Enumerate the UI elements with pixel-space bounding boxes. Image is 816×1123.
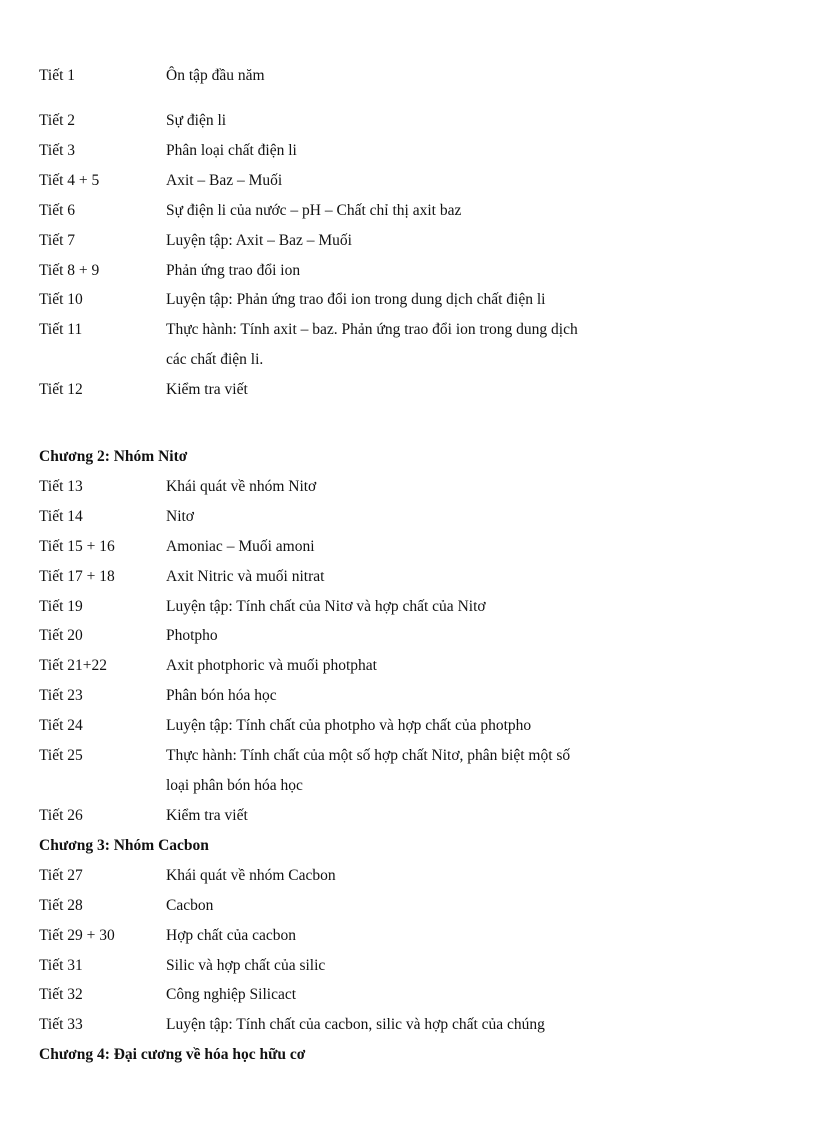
lesson-number: Tiết 7 <box>39 232 76 249</box>
lesson-number: Tiết 27 <box>39 867 83 884</box>
lesson-number: Tiết 11 <box>39 321 83 338</box>
lesson-number: Tiết 4 + 5 <box>39 172 100 189</box>
lesson-number: Tiết 32 <box>39 986 83 1003</box>
lesson-title: Ôn tập đầu năm <box>166 67 265 84</box>
lesson-title: Thực hành: Tính chất của một số hợp chất Nitơ, phân biệt một số <box>166 747 571 764</box>
lesson-title: Axit Nitric và muối nitrat <box>166 568 325 585</box>
lesson-title: Phân bón hóa học <box>166 687 277 704</box>
lesson-title: Luyện tập: Tính chất của Nitơ và hợp chất của Nitơ <box>166 598 486 615</box>
lesson-title: Silic và hợp chất của silic <box>166 957 326 974</box>
lesson-title: Sự điện li <box>166 112 227 129</box>
chapter-heading: Chương 3: Nhóm Cacbon <box>39 837 209 854</box>
lesson-title: Thực hành: Tính axit – baz. Phản ứng trao đổi ion trong dung dịch <box>166 321 578 338</box>
lesson-number: Tiết 3 <box>39 142 76 159</box>
lesson-number: Tiết 17 + 18 <box>39 568 115 585</box>
chapter-heading: Chương 2: Nhóm Nitơ <box>39 448 188 465</box>
lesson-number: Tiết 15 + 16 <box>39 538 115 555</box>
lesson-title: Luyện tập: Tính chất của photpho và hợp chất của photpho <box>166 717 532 734</box>
lesson-number: Tiết 21+22 <box>39 657 108 674</box>
lesson-title: Phản ứng trao đổi ion <box>166 262 301 279</box>
lesson-number: Tiết 19 <box>39 598 83 615</box>
lesson-title: Luyện tập: Phản ứng trao đổi ion trong dung dịch chất điện li <box>166 291 546 308</box>
lesson-title: Axit – Baz – Muối <box>166 172 283 189</box>
lesson-title: Photpho <box>166 627 218 644</box>
lesson-title: Amoniac – Muối amoni <box>166 538 315 555</box>
lesson-number: Tiết 8 + 9 <box>39 262 100 279</box>
lesson-title-continuation: các chất điện li. <box>166 351 264 368</box>
lesson-number: Tiết 25 <box>39 747 83 764</box>
lesson-title: Phân loại chất điện li <box>166 142 297 159</box>
lesson-number: Tiết 1 <box>39 67 76 84</box>
lesson-title: Axit photphoric và muối photphat <box>166 657 377 674</box>
lesson-title: Cacbon <box>166 897 214 914</box>
lesson-number: Tiết 23 <box>39 687 83 704</box>
lesson-title: Khái quát về nhóm Cacbon <box>166 867 336 884</box>
lesson-number: Tiết 28 <box>39 897 83 914</box>
lesson-title-continuation: loại phân bón hóa học <box>166 777 303 794</box>
lesson-number: Tiết 26 <box>39 807 83 824</box>
lesson-number: Tiết 12 <box>39 381 83 398</box>
lesson-number: Tiết 13 <box>39 478 83 495</box>
lesson-title: Công nghiệp Silicact <box>166 986 297 1003</box>
lesson-number: Tiết 20 <box>39 627 83 644</box>
lesson-number: Tiết 14 <box>39 508 83 525</box>
lesson-number: Tiết 6 <box>39 202 76 219</box>
lesson-number: Tiết 24 <box>39 717 83 734</box>
lesson-title: Khái quát về nhóm Nitơ <box>166 478 317 495</box>
lesson-number: Tiết 29 + 30 <box>39 927 115 944</box>
lesson-title: Luyện tập: Axit – Baz – Muối <box>166 232 352 249</box>
lesson-title: Nitơ <box>166 508 195 525</box>
lesson-title: Kiểm tra viết <box>166 807 248 824</box>
lesson-title: Luyện tập: Tính chất của cacbon, silic và hợp chất của chúng <box>166 1016 545 1033</box>
lesson-number: Tiết 31 <box>39 957 83 974</box>
lesson-number: Tiết 10 <box>39 291 83 308</box>
lesson-number: Tiết 33 <box>39 1016 83 1033</box>
lesson-title: Hợp chất của cacbon <box>166 927 296 944</box>
lesson-number: Tiết 2 <box>39 112 76 129</box>
chapter-heading: Chương 4: Đại cương về hóa học hữu cơ <box>39 1046 306 1063</box>
lesson-title: Sự điện li của nước – pH – Chất chỉ thị axit baz <box>166 202 462 219</box>
lesson-title: Kiểm tra viết <box>166 381 248 398</box>
